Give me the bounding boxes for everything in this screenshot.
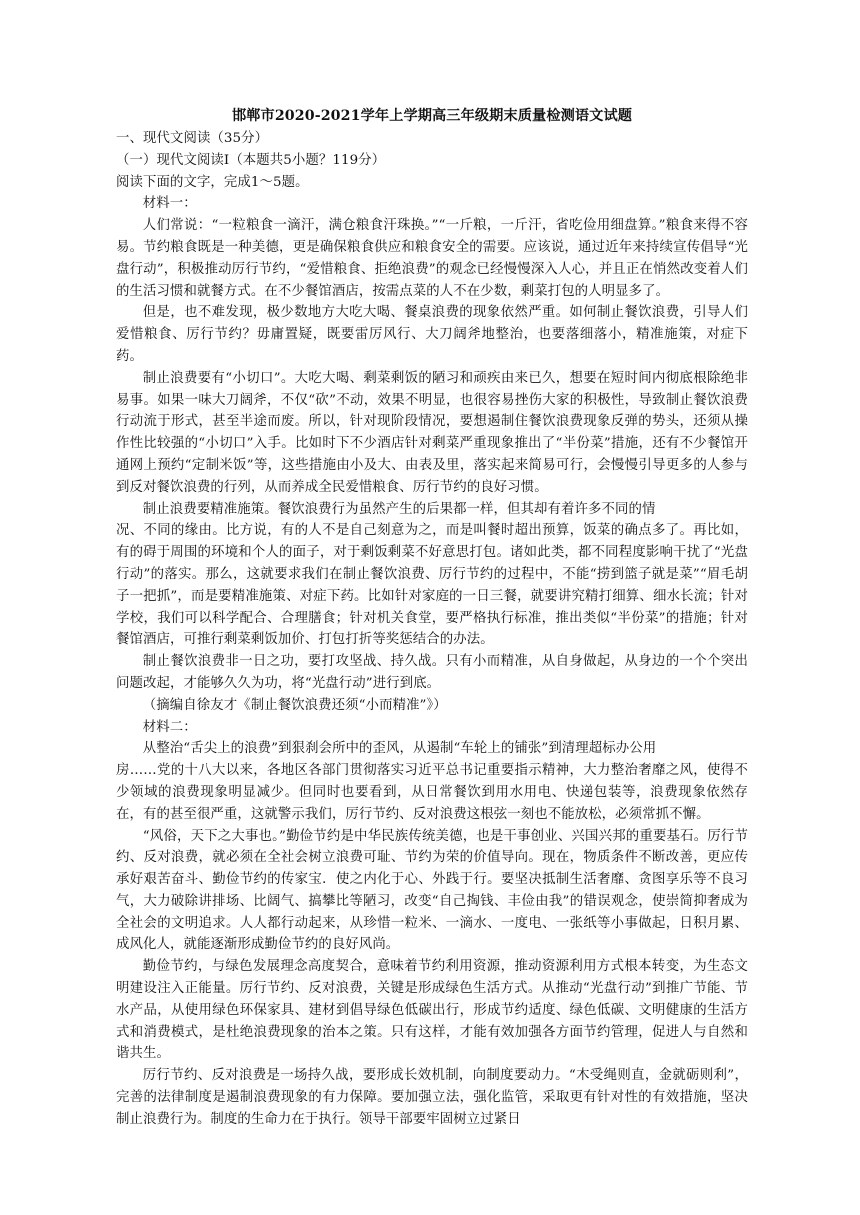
section-heading: 一、现代文阅读（35分） — [116, 131, 269, 146]
paragraph: “风俗，天下之大事也。”勤俭节约是中华民族传统美德，也是干事创业、兴国兴邦的重要基石。厉行节约、反对浪费，就必须在全社会树立浪费可耻、节约为荣的价值导向。现在，物质条件不断改善，更应传承好艰苦奋斗、勤俭节约的传家宝．使之内化于心、外践于行。要坚决抵制生活奢靡、贪图享乐等不良习气，大力破除讲排场、比阔气、搞攀比等陋习，改变“自己掏钱、丰俭由我”的错误观念，使崇简抑奢成为全社会的文明追求。人人都行动起来，从珍惜一粒米、一滴水、一度电、一张纸等小事做起，日积月累、成风化人，就能逐渐形成勤俭节约的良好风尚。 — [116, 828, 748, 953]
document-page — [116, 105, 748, 1131]
paragraph: 但是，也不难发现，极少数地方大吃大喝、餐桌浪费的现象依然严重。如何制止餐饮浪费，引导人们爱惜粮食、厉行节约？毋庸置疑，既要雷厉风行、大刀阔斧地整治，也要落细落小，精准施策，对症下药。 — [116, 305, 748, 364]
paragraph-first-line: 制止浪费要精准施策。餐饮浪费行为虽然产生的后果都一样，但其却有着许多不同的情 — [142, 501, 656, 517]
paragraph: 人们常说：“一粒粮食一滴汗，满仓粮食汗珠换。”“一斤粮，一斤汗，省吃俭用细盘算。”粮食来得不容易。节约粮食既是一种美德，更是确保粮食供应和粮食安全的需要。应该说，通过近年来持续宣传倡导“光盘行动”，积极推动厉行节约，“爱惜粮食、拒绝浪费”的观念已经慢慢深入人心，并且正在悄然改变着人们的生活习惯和就餐方式。在不少餐馆酒店，按需点菜的人不在少数，剩菜打包的人明显多了。 — [116, 218, 748, 299]
subsection-heading: （一）现代文阅读Ⅰ（本题共5小题？119分） — [116, 152, 386, 168]
paragraph: 勤俭节约，与绿色发展理念高度契合，意味着节约利用资源，推动资源利用方式根本转变，为生态文明建设注入正能量。厉行节约、反对浪费，关键是形成绿色生活方式。从推动“光盘行动”到推广节能、节水产品，从使用绿色环保家具、建材到倡导绿色低碳出行，形成节约适度、绿色低碳、文明健康的生活方式和消费模式，是杜绝浪费现象的治本之策。只有这样，才能有效加强各方面节约管理，促进人与自然和谐共生。 — [116, 959, 748, 1062]
paragraph: 况、不同的缘由。比方说，有的人不是自己刻意为之，而是叫餐时超出预算，饭菜的确点多了。再比如，有的碍于周围的环境和个人的面子，对于剩饭剩菜不好意思打包。诸如此类，都不同程度影响干扰了“光盘行动”的落实。那么，这就要求我们在制止餐饮浪费、厉行节约的过程中，不能“捞到篮子就是菜”“眉毛胡子一把抓”，而是要精准施策、对症下药。比如针对家庭的一日三餐，就要讲究精打细算、细水长流；针对学校，我们可以科学配合、合理膳食；针对机关食堂，要严格执行标准，推出类似“半份菜”的措施；针对餐馆酒店，可推行剩菜剩饭加价、打包打折等奖惩结合的办法。 — [116, 523, 748, 648]
material-label: 材料二： — [142, 719, 197, 735]
page-title: 邯郸市2020-2021学年上学期高三年级期末质量检测语文试题 — [231, 108, 633, 124]
paragraph-first-line: 从整治“舌尖上的浪费”到狠刹会所中的歪风，从遏制“车轮上的铺张”到清理超标办公用 — [142, 741, 657, 757]
paragraph: 制止浪费要有“小切口”。大吃大喝、剩菜剩饭的陋习和顽疾由来已久，想要在短时间内彻底根除绝非易事。如果一味大刀阔斧，不仅“砍”不动，效果不明显，也很容易挫伤大家的积极性，导致制止餐饮浪费行动流于形式，甚至半途而废。所以，针对现阶段情况，要想遏制住餐饮浪费现象反弹的势头，还须从操作性比较强的“小切口”入手。比如时下不少酒店针对剩菜严重现象推出了“半份菜”措施，还有不少餐馆开通网上预约“定制米饭”等，这些措施由小及大、由表及里，落实起来简易可行，会慢慢引导更多的人参与到反对餐饮浪费的行列，从而养成全民爱惜粮食、厉行节约的良好习惯。 — [116, 370, 748, 495]
source-citation: （摘编自徐友才《制止餐饮浪费还须“小而精准”》） — [142, 697, 447, 713]
paragraph: 厉行节约、反对浪费是一场持久战，要形成长效机制，向制度要动力。“木受绳则直，金就砺则利”，完善的法律制度是遏制浪费现象的有力保障。要加强立法，强化监管，采取更有针对性的有效措施，坚决制止浪费行为。制度的生命力在于执行。领导干部要牢固树立过紧日 — [116, 1068, 748, 1127]
paragraph: 房……党的十八大以来，各地区各部门贯彻落实习近平总书记重要指示精神，大力整治奢靡之风，使得不少领域的浪费现象明显减少。但同时也要看到，从日常餐饮到用水用电、快递包装等，浪费现象依然存在，有的甚至很严重，这就警示我们，厉行节约、反对浪费这根弦一刻也不能放松，必须常抓不懈。 — [116, 763, 748, 822]
instruction-text: 阅读下面的文字，完成1～5题。 — [116, 174, 309, 190]
paragraph: 制止餐饮浪费非一日之功，要打攻坚战、持久战。只有小而精准，从自身做起，从身边的一个个突出问题改起，才能够久久为功，将“光盘行动”进行到底。 — [116, 654, 748, 691]
material-label: 材料一： — [142, 196, 197, 212]
